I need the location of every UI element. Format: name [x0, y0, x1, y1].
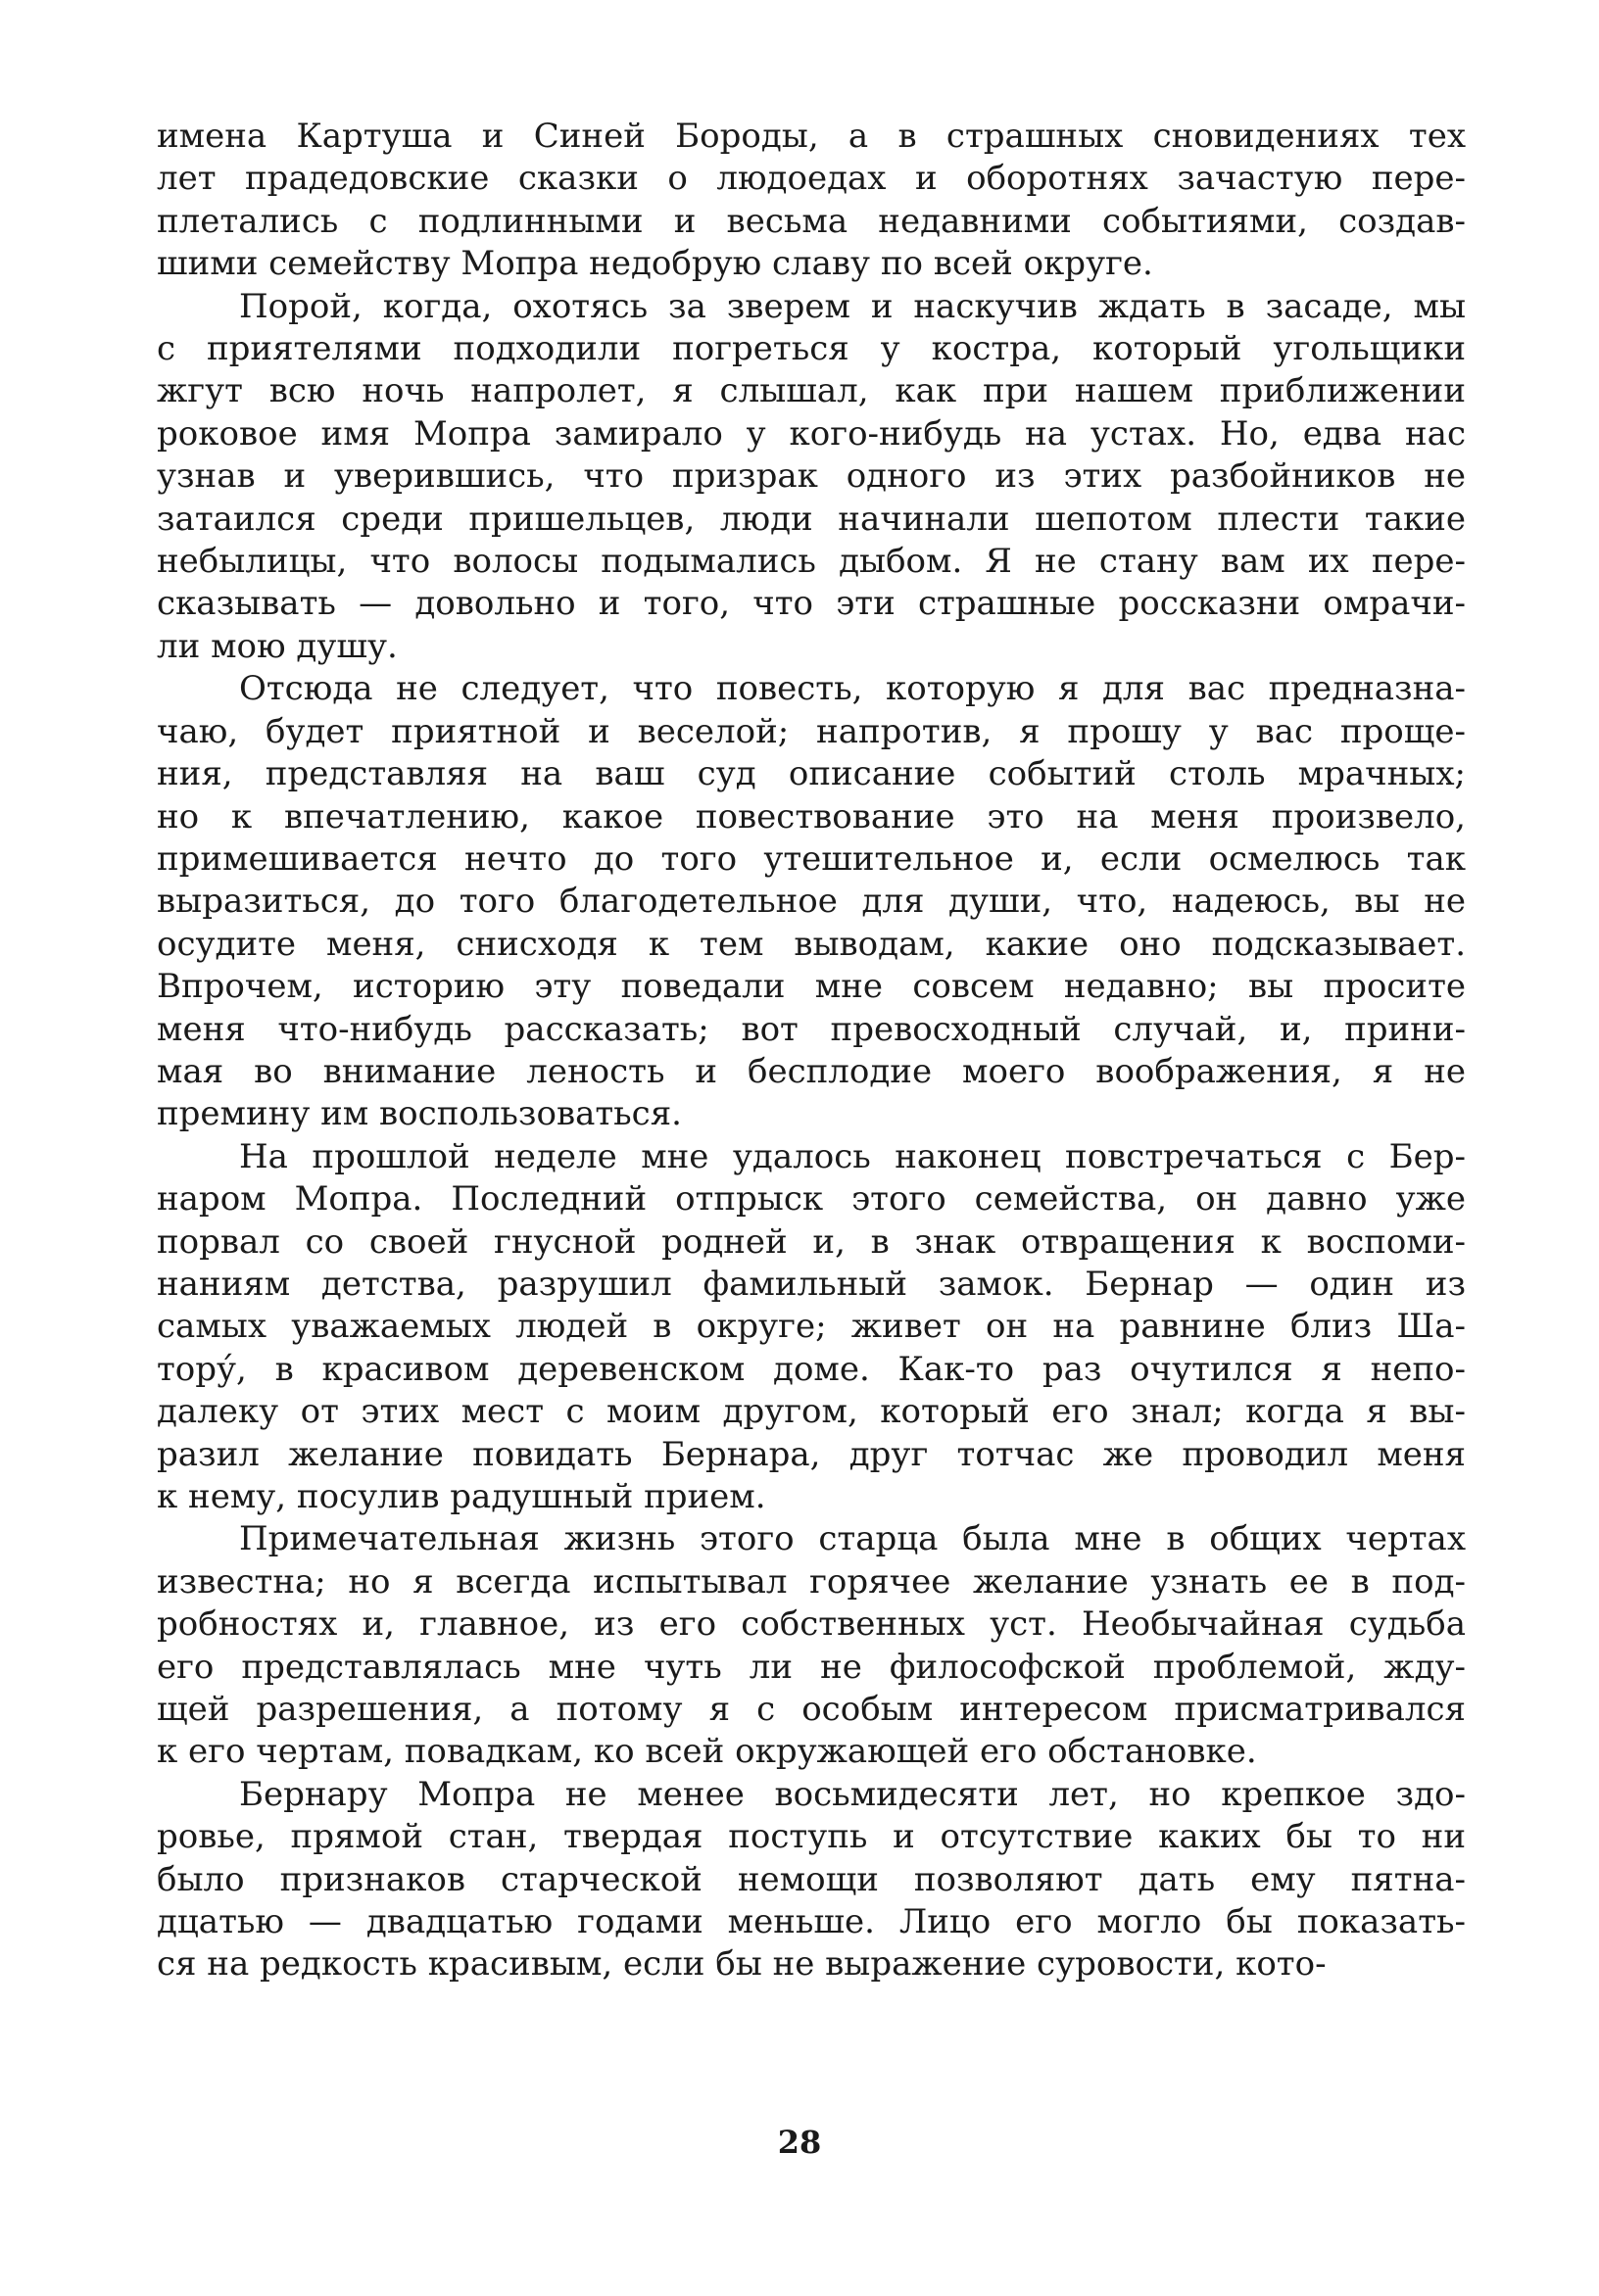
text-line: самых уважаемых людей в округе; живет он на равнине близ Ша-: [157, 1307, 1466, 1347]
text-line: к его чертам, повадкам, ко всей окружающей его обстановке.: [157, 1732, 1257, 1772]
text-line: чаю, будет приятной и веселой; напротив, я прошу у вас проще-: [157, 711, 1466, 751]
text-line: было признаков старческой немощи позволяют дать ему пятна-: [157, 1859, 1466, 1899]
text-line: Отсюда не следует, что повесть, которую я для вас предназна-: [239, 669, 1466, 709]
text-line: тору́, в красивом деревенском доме. Как-то раз очутился я непо-: [157, 1349, 1466, 1389]
text-line: разил желание повидать Бернара, друг тотчас же проводил меня: [157, 1434, 1466, 1474]
text-line: Примечательная жизнь этого старца была мне в общих чертах: [239, 1519, 1466, 1559]
text-line: сказывать — довольно и того, что эти страшные россказни омрачи-: [157, 584, 1466, 624]
text-line: роковое имя Мопра замирало у кого-нибудь на устах. Но, едва нас: [157, 413, 1466, 454]
paragraph-5: [157, 1518, 1466, 1773]
text-line: На прошлой неделе мне удалось наконец повстречаться с Бер-: [239, 1136, 1466, 1176]
text-line: щей разрешения, а потому я с особым интересом присматривался: [157, 1690, 1466, 1730]
text-line: к нему, посулив радушный прием.: [157, 1477, 766, 1516]
text-line: но к впечатлению, какое повествование это на меня произвело,: [157, 796, 1466, 837]
text-line: дцатью — двадцатью годами меньше. Лицо его могло бы показать-: [157, 1902, 1466, 1942]
text-line: ся на редкость красивым, если бы не выражение суровости, кото-: [157, 1944, 1327, 1985]
paragraph-1: [157, 116, 1466, 286]
text-line: порвал со своей гнусной родней и, в знак отвращения к воспоми-: [157, 1221, 1466, 1262]
text-line: ния, представляя на ваш суд описание событий столь мрачных;: [157, 754, 1466, 794]
text-line: плетались с подлинными и весьма недавними событиями, создав-: [157, 201, 1466, 241]
text-line: с приятелями подходили погреться у костра, который угольщики: [157, 329, 1466, 369]
text-line: Порой, когда, охотясь за зверем и наскучив ждать в засаде, мы: [239, 286, 1466, 326]
text-line: затаился среди пришельцев, люди начинали шепотом плести такие: [157, 499, 1466, 539]
text-line: известна; но я всегда испытывал горячее желание узнать ее в под-: [157, 1561, 1466, 1602]
text-line: робностях и, главное, из его собственных уст. Необычайная судьба: [157, 1604, 1466, 1645]
text-line: наром Мопра. Последний отпрыск этого семейства, он давно уже: [157, 1179, 1466, 1220]
text-line: премину им воспользоваться.: [157, 1094, 682, 1134]
text-line: далеку от этих мест с моим другом, который его знал; когда я вы-: [157, 1392, 1466, 1432]
paragraph-3: [157, 668, 1466, 1135]
paragraph-2: [157, 286, 1466, 669]
text-line: небылицы, что волосы подымались дыбом. Я не стану вам их пере-: [157, 542, 1466, 582]
text-line: наниям детства, разрушил фамильный замок. Бернар — один из: [157, 1264, 1466, 1304]
text-line: выразиться, до того благодетельное для души, что, надеюсь, вы не: [157, 882, 1466, 922]
text-line: узнав и уверившись, что призрак одного из этих разбойников не: [157, 456, 1466, 497]
page-body: [157, 116, 1466, 1986]
text-line: Впрочем, историю эту поведали мне совсем недавно; вы просите: [157, 967, 1466, 1007]
page-number: 28: [777, 2124, 822, 2161]
text-line: шими семейству Мопра недобрую славу по всей округе.: [157, 244, 1153, 284]
paragraph-6: [157, 1774, 1466, 1986]
text-line: жгут всю ночь напролет, я слышал, как при нашем приближении: [157, 371, 1466, 411]
text-line: ли мою душу.: [157, 626, 398, 666]
text-line: ровье, прямой стан, твердая поступь и отсутствие каких бы то ни: [157, 1817, 1466, 1857]
text-line: мая во внимание леность и бесплодие моего воображения, я не: [157, 1051, 1466, 1091]
text-line: Бернару Мопра не менее восьмидесяти лет, но крепкое здо-: [239, 1774, 1466, 1814]
text-line: осудите меня, снисходя к тем выводам, какие оно подсказывает.: [157, 924, 1466, 964]
text-line: имена Картуша и Синей Бороды, а в страшных сновидениях тех: [157, 117, 1466, 156]
text-line: примешивается нечто до того утешительное и, если осмелюсь так: [157, 838, 1466, 879]
paragraph-4: [157, 1136, 1466, 1519]
text-line: меня что-нибудь рассказать; вот превосходный случай, и, прини-: [157, 1009, 1466, 1049]
text-line: лет прадедовские сказки о людоедах и оборотнях зачастую пере-: [157, 159, 1466, 199]
text-line: его представлялась мне чуть ли не философской проблемой, жду-: [157, 1647, 1466, 1687]
